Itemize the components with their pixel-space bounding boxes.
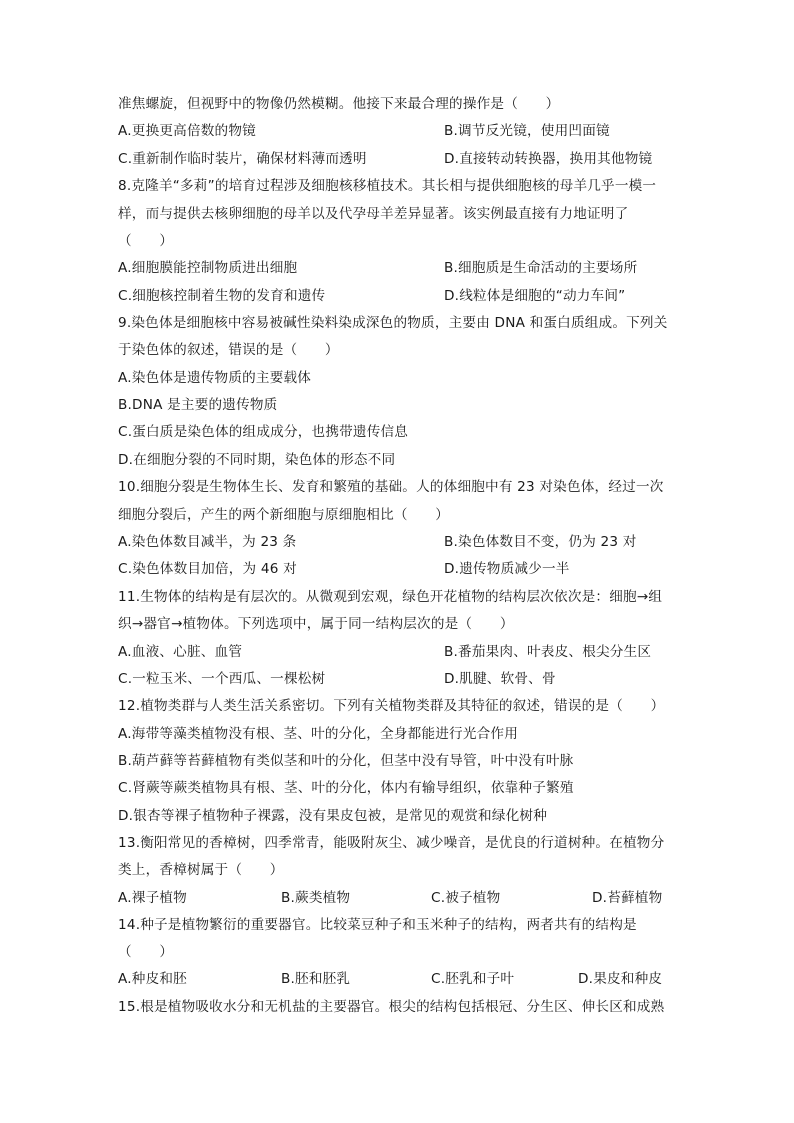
text-line: （ ） bbox=[118, 233, 174, 249]
text-line: A.更换更高倍数的物镜 bbox=[118, 123, 256, 139]
text-line: C.蛋白质是染色体的组成成分，也携带遗传信息 bbox=[118, 424, 409, 440]
text-line: C.重新制作临时装片，确保材料薄而透明 bbox=[118, 151, 367, 167]
text-line: C.胚乳和子叶 bbox=[431, 971, 515, 987]
text-line: D.银杏等裸子植物种子裸露，没有果皮包被，是常见的观赏和绿化树种 bbox=[118, 808, 547, 824]
text-line: 样，而与提供去核卵细胞的母羊以及代孕母羊差异显著。该实例最直接有力地证明了 bbox=[118, 206, 629, 222]
text-line: A.细胞膜能控制物质进出细胞 bbox=[118, 260, 298, 276]
text-line: 11.生物体的结构是有层次的。从微观到宏观，绿色开花植物的结构层次依次是：细胞→组 bbox=[118, 589, 663, 605]
text-line: 准焦螺旋，但视野中的物像仍然模糊。他接下来最合理的操作是（ ） bbox=[118, 96, 560, 112]
text-line: C.染色体数目加倍，为 46 对 bbox=[118, 561, 297, 577]
text-line: B.胚和胚乳 bbox=[281, 971, 351, 987]
text-line: 15.根是植物吸收水分和无机盐的主要器官。根尖的结构包括根冠、分生区、伸长区和成熟 bbox=[118, 999, 665, 1015]
text-line: A.海带等藻类植物没有根、茎、叶的分化，全身都能进行光合作用 bbox=[118, 726, 519, 742]
text-line: A.裸子植物 bbox=[118, 890, 187, 906]
text-line: B.染色体数目不变，仍为 23 对 bbox=[444, 534, 637, 550]
text-line: B.番茄果肉、叶表皮、根尖分生区 bbox=[444, 644, 652, 660]
text-line: D.线粒体是细胞的“动力车间” bbox=[444, 288, 626, 304]
text-line: 织→器官→植物体。下列选项中，属于同一结构层次的是（ ） bbox=[118, 616, 514, 632]
text-line: 9.染色体是细胞核中容易被碱性染料染成深色的物质，主要由 DNA 和蛋白质组成。下列关 bbox=[118, 315, 668, 331]
text-line: D.在细胞分裂的不同时期，染色体的形态不同 bbox=[118, 452, 396, 468]
text-line: D.直接转动转换器，换用其他物镜 bbox=[444, 151, 653, 167]
text-line: 类上，香樟树属于（ ） bbox=[118, 862, 284, 878]
text-line: 12.植物类群与人类生活关系密切。下列有关植物类群及其特征的叙述，错误的是（ ） bbox=[118, 698, 665, 714]
text-line: A.染色体是遗传物质的主要载体 bbox=[118, 370, 312, 386]
text-line: C.细胞核控制着生物的发育和遗传 bbox=[118, 288, 326, 304]
text-line: 10.细胞分裂是生物体生长、发育和繁殖的基础。人的体细胞中有 23 对染色体，经过一次 bbox=[118, 479, 664, 495]
text-line: C.一粒玉米、一个西瓜、一棵松树 bbox=[118, 671, 326, 687]
text-line: D.果皮和种皮 bbox=[578, 971, 663, 987]
text-line: A.血液、心脏、血管 bbox=[118, 644, 243, 660]
text-line: D.肌腱、软骨、骨 bbox=[444, 671, 556, 687]
text-line: D.遗传物质减少一半 bbox=[444, 561, 570, 577]
text-line: B.调节反光镜，使用凹面镜 bbox=[444, 123, 610, 139]
text-line: B.细胞质是生命活动的主要场所 bbox=[444, 260, 638, 276]
text-line: B.蕨类植物 bbox=[281, 890, 351, 906]
text-line: C.被子植物 bbox=[431, 890, 501, 906]
text-line: A.染色体数目减半，为 23 条 bbox=[118, 534, 297, 550]
text-line: （ ） bbox=[118, 944, 174, 960]
text-line: 14.种子是植物繁衍的重要器官。比较菜豆种子和玉米种子的结构，两者共有的结构是 bbox=[118, 917, 637, 933]
text-line: D.苔藓植物 bbox=[592, 890, 663, 906]
text-line: 细胞分裂后，产生的两个新细胞与原细胞相比（ ） bbox=[118, 507, 450, 523]
text-line: 8.克隆羊“多莉”的培育过程涉及细胞核移植技术。其长相与提供细胞核的母羊几乎一模一 bbox=[118, 178, 657, 194]
text-line: C.肾蕨等蕨类植物具有根、茎、叶的分化，体内有输导组织，依靠种子繁殖 bbox=[118, 780, 574, 796]
text-line: 于染色体的叙述，错误的是（ ） bbox=[118, 342, 339, 358]
text-line: A.种皮和胚 bbox=[118, 971, 187, 987]
text-line: 13.衡阳常见的香樟树，四季常青，能吸附灰尘、减少噪音，是优良的行道树种。在植物分 bbox=[118, 835, 665, 851]
text-line: B.DNA 是主要的遗传物质 bbox=[118, 397, 278, 413]
text-line: B.葫芦藓等苔藓植物有类似茎和叶的分化，但茎中没有导管，叶中没有叶脉 bbox=[118, 753, 574, 769]
